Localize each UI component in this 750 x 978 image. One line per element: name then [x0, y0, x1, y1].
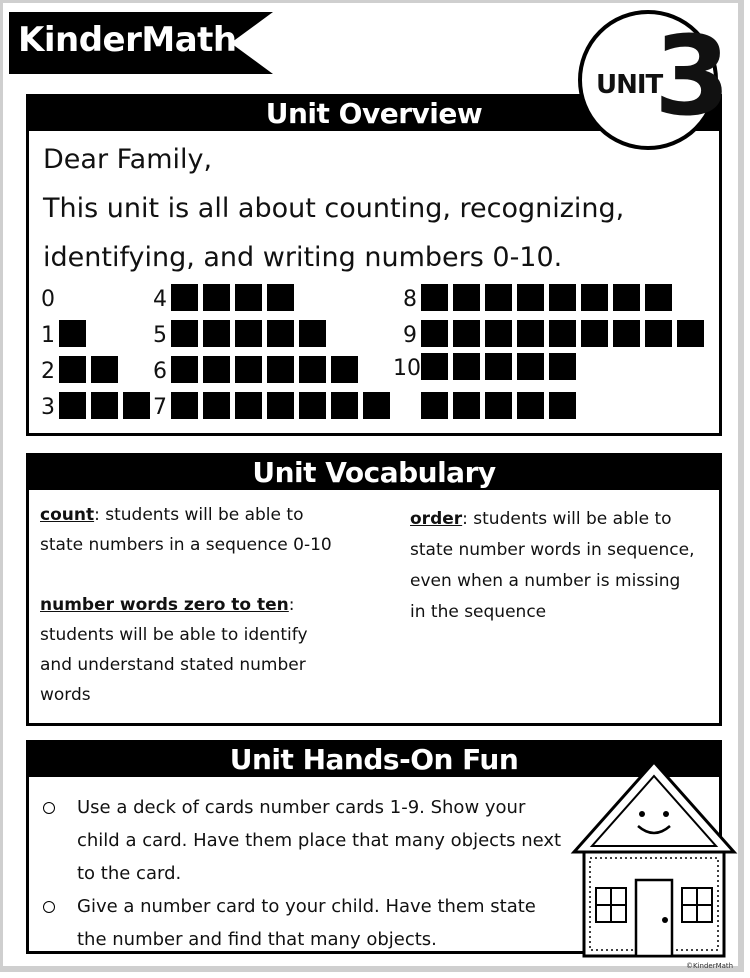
- count-squares: [421, 284, 677, 315]
- count-square: [59, 392, 86, 419]
- count-square: [677, 320, 704, 347]
- count-row: [393, 317, 719, 353]
- count-square: [517, 392, 544, 419]
- hands-on-list: [39, 791, 569, 956]
- count-number: 5: [153, 322, 167, 348]
- count-square: [485, 320, 512, 347]
- count-square: [453, 392, 480, 419]
- vocab-term: count: [40, 505, 95, 525]
- count-number: 7: [153, 394, 167, 420]
- vocab-left-column: [40, 500, 340, 710]
- house-eye-left: [639, 811, 645, 817]
- unit-overview-heading: Unit Overview: [29, 97, 719, 131]
- count-row: [41, 353, 155, 389]
- vocab-entry-count: [40, 500, 340, 560]
- count-square: [453, 284, 480, 311]
- count-squares: [171, 320, 331, 351]
- count-squares: [59, 392, 155, 423]
- count-square: [171, 320, 198, 347]
- count-square: [235, 356, 262, 383]
- vocab-entry-number-words: [40, 590, 340, 710]
- count-squares: [171, 392, 395, 423]
- unit-label: UNIT: [596, 70, 663, 100]
- count-row: [153, 281, 395, 317]
- count-square: [421, 392, 448, 419]
- hands-on-item-text: Use a deck of cards number cards 1-9. Show your child a card. Have them place that many objects next to the card.: [77, 797, 562, 884]
- count-square: [549, 284, 576, 311]
- count-square: [91, 356, 118, 383]
- count-square: [171, 356, 198, 383]
- house-door-knob: [662, 917, 668, 923]
- count-row: [393, 281, 719, 317]
- count-squares: [59, 356, 123, 387]
- count-square: [267, 356, 294, 383]
- vocab-entry-order: [410, 504, 700, 628]
- letter-line-1: This unit is all about counting, recognizing,: [43, 193, 625, 224]
- count-number: 3: [41, 394, 55, 420]
- count-row: [41, 281, 155, 317]
- vocab-definition: : students will be able to identify and understand stated number words: [40, 595, 308, 705]
- count-row: [153, 317, 395, 353]
- count-square: [267, 320, 294, 347]
- count-square: [453, 320, 480, 347]
- count-square: [421, 284, 448, 311]
- footer-credit: ©KinderMath: [686, 962, 734, 970]
- count-square: [59, 356, 86, 383]
- vocab-term: order: [410, 509, 463, 529]
- count-number: 9: [403, 322, 417, 348]
- count-square: [203, 284, 230, 311]
- unit-vocabulary-heading: Unit Vocabulary: [29, 456, 719, 490]
- count-square: [549, 320, 576, 347]
- vocab-term: number words zero to ten: [40, 595, 289, 615]
- count-square: [517, 284, 544, 311]
- count-square: [421, 353, 448, 380]
- count-square: [485, 353, 512, 380]
- count-squares: [171, 284, 299, 315]
- letter-line-2: identifying, and writing numbers 0-10.: [43, 242, 563, 273]
- count-number: 6: [153, 358, 167, 384]
- count-square: [235, 284, 262, 311]
- count-number: 1: [41, 322, 55, 348]
- vocab-definition: : students will be able to state numbers in a sequence 0-10: [40, 505, 332, 555]
- count-squares: [171, 356, 363, 387]
- count-square: [363, 392, 390, 419]
- count-number: 4: [153, 286, 167, 312]
- hands-on-item-text: Give a number card to your child. Have them state the number and find that many objects.: [77, 896, 536, 950]
- count-square: [581, 320, 608, 347]
- count-row: [393, 353, 719, 425]
- count-square: [203, 392, 230, 419]
- unit-badge: [578, 10, 727, 150]
- house-eye-right: [663, 811, 669, 817]
- count-square: [235, 392, 262, 419]
- count-square: [331, 356, 358, 383]
- count-square: [203, 356, 230, 383]
- circle-bullet-icon: [43, 802, 55, 814]
- count-square: [299, 356, 326, 383]
- unit-number: 3: [654, 12, 727, 140]
- count-square: [645, 320, 672, 347]
- count-square: [203, 320, 230, 347]
- count-squares: [59, 320, 91, 351]
- count-number: 0: [41, 286, 55, 312]
- count-square: [421, 320, 448, 347]
- brand-title: KinderMath: [18, 20, 237, 60]
- count-square: [549, 353, 576, 380]
- list-item: [39, 791, 569, 890]
- count-square: [453, 353, 480, 380]
- count-row: [41, 317, 155, 353]
- counting-squares-chart: [29, 281, 719, 421]
- vocab-right-column: [410, 504, 700, 628]
- count-squares: [421, 320, 709, 351]
- count-row: [41, 389, 155, 425]
- count-square: [645, 284, 672, 311]
- count-number: 2: [41, 358, 55, 384]
- count-square: [581, 284, 608, 311]
- unit-overview-section: [26, 94, 722, 436]
- count-square: [331, 392, 358, 419]
- count-square: [299, 320, 326, 347]
- count-number: 8: [403, 286, 417, 312]
- unit-vocabulary-section: [26, 453, 722, 726]
- count-square: [59, 320, 86, 347]
- count-square: [613, 320, 640, 347]
- count-square: [171, 284, 198, 311]
- count-square: [123, 392, 150, 419]
- count-square: [171, 392, 198, 419]
- count-square: [485, 284, 512, 311]
- unit-hands-on-heading: Unit Hands-On Fun: [29, 743, 719, 777]
- count-square: [549, 392, 576, 419]
- count-square: [613, 284, 640, 311]
- circle-bullet-icon: [43, 901, 55, 913]
- count-column-2: [153, 281, 395, 425]
- count-square: [267, 284, 294, 311]
- count-row: [153, 389, 395, 425]
- count-square: [91, 392, 118, 419]
- count-square: [267, 392, 294, 419]
- family-letter: [29, 135, 719, 282]
- list-item: [39, 890, 569, 956]
- vocab-definition: : students will be able to state number words in sequence, even when a number is missing in the sequence: [410, 509, 695, 622]
- count-number: 10: [393, 356, 421, 381]
- count-square: [517, 320, 544, 347]
- letter-greeting: Dear Family,: [43, 144, 213, 175]
- count-row: [153, 353, 395, 389]
- count-column-1: [41, 281, 155, 425]
- smiling-house-icon: [568, 756, 740, 964]
- count-square: [485, 392, 512, 419]
- count-square: [235, 320, 262, 347]
- count-squares: [421, 353, 581, 384]
- count-square: [517, 353, 544, 380]
- count-column-3: [393, 281, 719, 425]
- count-square: [299, 392, 326, 419]
